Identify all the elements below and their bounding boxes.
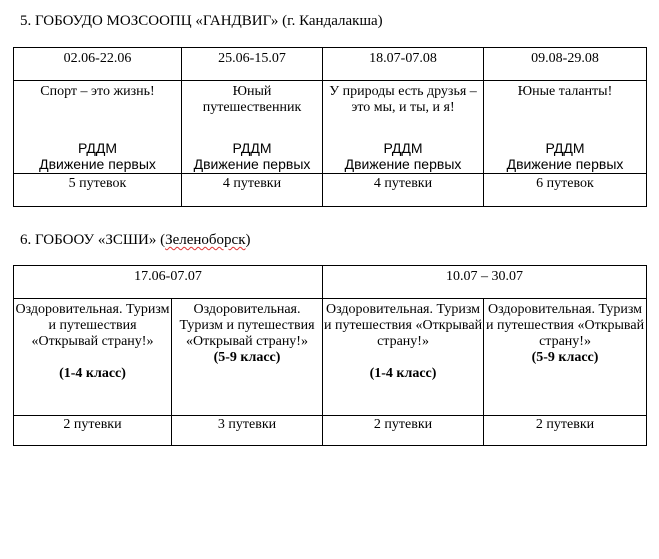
program-cell bbox=[323, 299, 484, 416]
voucher-count: 3 путевки bbox=[172, 416, 323, 446]
date-cell: 09.08-29.08 bbox=[484, 48, 647, 81]
program-cell bbox=[172, 299, 323, 416]
heading-suffix: ) bbox=[245, 232, 251, 248]
date-cell: 25.06-15.07 bbox=[182, 48, 323, 81]
voucher-count: 4 путевки bbox=[323, 174, 484, 207]
voucher-count: 2 путевки bbox=[14, 416, 172, 446]
org-name: Движение первых bbox=[506, 156, 624, 172]
program-name: Спорт – это жизнь! bbox=[40, 84, 155, 99]
section-6-heading bbox=[20, 232, 251, 249]
grade-label: (1-4 класс) bbox=[59, 366, 126, 381]
voucher-count: 2 путевки bbox=[323, 416, 484, 446]
org-name: Движение первых bbox=[193, 156, 311, 172]
voucher-count: 5 путевок bbox=[14, 174, 182, 207]
program-cell bbox=[484, 299, 647, 416]
org-name: РДДМ bbox=[383, 140, 423, 156]
org-name: Движение первых bbox=[39, 156, 156, 172]
program-cell bbox=[14, 299, 172, 416]
dates-row bbox=[14, 48, 647, 81]
org-name: Движение первых bbox=[344, 156, 462, 172]
program-name: Оздоровительная. Туризм и путешествия «Открывай страну!» bbox=[323, 302, 483, 349]
voucher-count: 2 путевки bbox=[484, 416, 647, 446]
voucher-count: 4 путевки bbox=[182, 174, 323, 207]
program-name: У природы есть друзья – это мы, и ты, и я! bbox=[329, 84, 477, 115]
program-name: Оздоровительная. Туризм и путешествия «Открывай страну!» bbox=[179, 302, 315, 349]
program-cell bbox=[14, 81, 182, 174]
heading-place: Зеленоборск bbox=[165, 232, 246, 248]
date-cell: 02.06-22.06 bbox=[14, 48, 182, 81]
program-cell bbox=[484, 81, 647, 174]
heading-prefix: 6. ГОБООУ «ЗСШИ» ( bbox=[20, 232, 166, 248]
date-cell: 10.07 – 30.07 bbox=[323, 266, 647, 299]
program-name: Оздоровительная. Туризм и путешествия «Открывай страну!» bbox=[15, 302, 170, 349]
vouchers-row bbox=[14, 416, 647, 446]
vouchers-row bbox=[14, 174, 647, 207]
grade-label: (5-9 класс) bbox=[213, 350, 281, 365]
dates-row bbox=[14, 266, 647, 299]
grade-label: (5-9 класс) bbox=[531, 350, 599, 365]
voucher-count: 6 путевок bbox=[484, 174, 647, 207]
date-cell: 18.07-07.08 bbox=[323, 48, 484, 81]
program-name: Юные таланты! bbox=[517, 84, 613, 99]
program-name: Юный путешественник bbox=[202, 84, 302, 115]
section-6-table bbox=[13, 265, 647, 446]
org-name: РДДМ bbox=[232, 140, 272, 156]
program-row bbox=[14, 299, 647, 416]
date-cell: 17.06-07.07 bbox=[14, 266, 323, 299]
org-name: РДДМ bbox=[77, 140, 118, 156]
section-5-table bbox=[13, 47, 647, 207]
program-row bbox=[14, 81, 647, 174]
program-cell bbox=[182, 81, 323, 174]
section-5-heading: 5. ГОБОУДО МОЗСООПЦ «ГАНДВИГ» (г. Кандалакша) bbox=[20, 13, 383, 29]
program-cell bbox=[323, 81, 484, 174]
org-name: РДДМ bbox=[545, 140, 585, 156]
grade-label: (1-4 класс) bbox=[369, 366, 437, 381]
program-name: Оздоровительная. Туризм и путешествия «Открывай страну!» bbox=[485, 302, 645, 349]
